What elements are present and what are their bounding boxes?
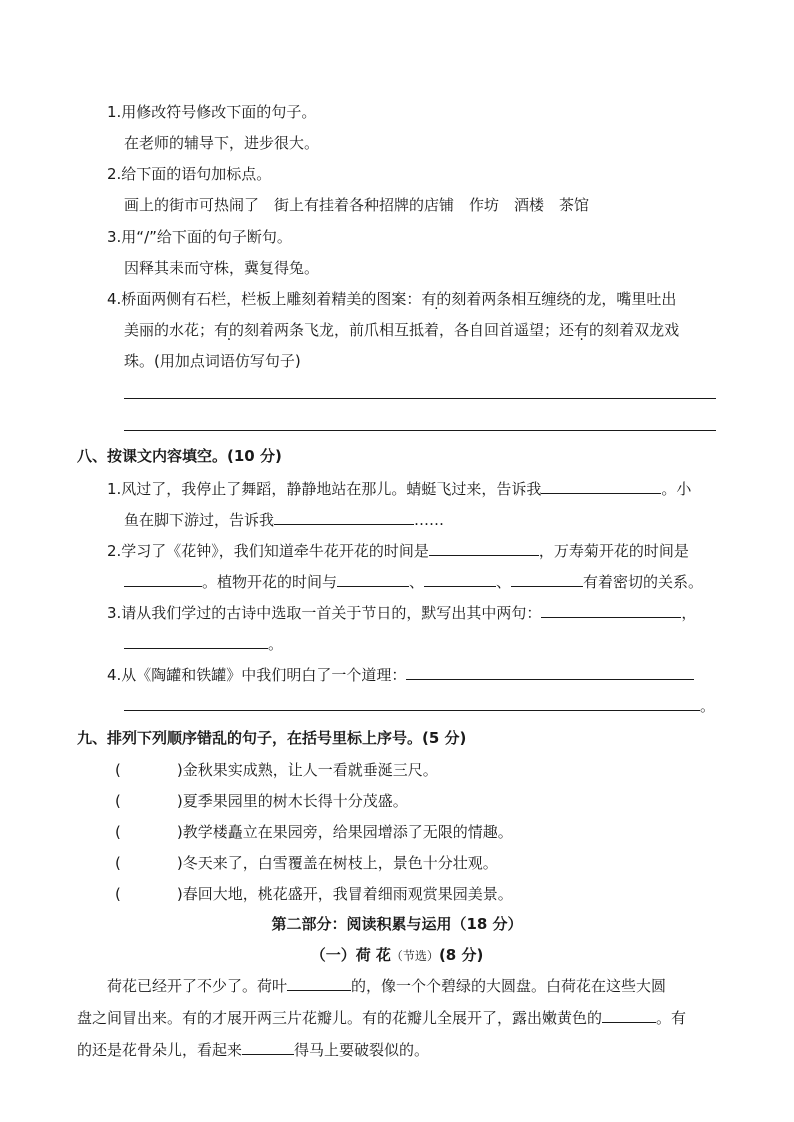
q8-2-line1 xyxy=(107,541,689,561)
q8-2-line2 xyxy=(124,572,703,592)
order-item-text: 金秋果实成熟，让人一看就垂涎三尺。 xyxy=(182,761,438,779)
q8-2-text-d: 有着密切的关系。 xyxy=(583,573,704,591)
answer-line[interactable] xyxy=(124,398,716,399)
q7-1-sentence: 在老师的辅导下，进步很大。 xyxy=(124,134,320,152)
paren-close: ) xyxy=(176,854,183,872)
q7-2-sentence: 画上的街市可热闹了 街上有挂着各种招牌的店铺 作坊 酒楼 茶馆 xyxy=(124,196,590,214)
passage-text: 的，像一个个碧绿的大圆盘。白荷花在这些大圆 xyxy=(351,977,667,995)
q8-2-text-c: 。植物开花的时间与 xyxy=(202,573,338,591)
passage-line-2 xyxy=(77,1008,686,1028)
paren-open: ( xyxy=(115,823,121,841)
reading-title: （一）荷 花 xyxy=(310,946,391,964)
dotted-word: 还有的 xyxy=(559,321,605,339)
order-item-text: 教学楼矗立在果园旁，给果园增添了无限的情趣。 xyxy=(182,823,513,841)
q8-1-text-d: …… xyxy=(414,511,445,529)
fill-blank[interactable] xyxy=(406,665,694,680)
part-2-title: 第二部分：阅读积累与运用（18 分） xyxy=(271,915,523,933)
fill-blank[interactable] xyxy=(124,696,700,711)
fill-blank[interactable] xyxy=(124,634,268,649)
q8-2-text-a: 2.学习了《花钟》，我们知道牵牛花开花的时间是 xyxy=(107,542,429,560)
q8-1-line1 xyxy=(107,479,691,499)
fill-blank[interactable] xyxy=(287,976,351,991)
paren-open: ( xyxy=(115,761,121,779)
q7-3-stem: 3.用“/”给下面的句子断句。 xyxy=(107,228,292,246)
q7-3-sentence: 因释其耒而守株，冀复得兔。 xyxy=(124,259,320,277)
paren-close: ) xyxy=(176,761,183,779)
q8-4-text-a: 4.从《陶罐和铁罐》中我们明白了一个道理： xyxy=(107,666,407,684)
q7-4-line1 xyxy=(107,289,676,309)
reading-subtitle xyxy=(0,945,794,966)
q7-4-text-e: 刻着双龙戏 xyxy=(604,321,680,339)
order-item-text: 夏季果园里的树木长得十分茂盛。 xyxy=(182,792,408,810)
section-9-heading: 九、排列下列顺序错乱的句子，在括号里标上序号。(5 分) xyxy=(77,729,467,747)
q8-3-line1 xyxy=(107,603,696,623)
dotted-word: 有的 xyxy=(421,290,452,308)
q8-3-line2 xyxy=(124,634,283,654)
q7-4-text-d: 刻着两条飞龙，前爪相互抵着，各自回首遥望； xyxy=(244,321,560,339)
q8-4-line2 xyxy=(124,696,715,716)
order-item-text: 冬天来了，白雪覆盖在树枝上，景色十分壮观。 xyxy=(182,854,498,872)
q7-1-stem: 1.用修改符号修改下面的句子。 xyxy=(107,103,317,121)
paren-close: ) xyxy=(176,792,183,810)
paren-open: ( xyxy=(115,792,121,810)
fill-blank[interactable] xyxy=(429,541,539,556)
q8-1-line2 xyxy=(124,510,444,530)
order-item[interactable] xyxy=(115,884,513,904)
q8-3-text-a: 3.请从我们学过的古诗中选取一首关于节日的，默写出其中两句： xyxy=(107,604,542,622)
fill-blank[interactable] xyxy=(511,572,583,587)
q7-4-line3: 珠。(用加点词语仿写句子) xyxy=(124,352,301,370)
separator: 、 xyxy=(409,573,425,591)
order-item[interactable] xyxy=(115,853,498,873)
fill-blank[interactable] xyxy=(337,572,409,587)
answer-line[interactable] xyxy=(124,430,716,431)
passage-text: 得马上要破裂似的。 xyxy=(294,1041,430,1059)
paren-open: ( xyxy=(115,885,121,903)
q8-3-text-b: ， xyxy=(681,604,697,622)
passage-text: 盘之间冒出来。有的才展开两三片花瓣儿。有的花瓣儿全展开了，露出嫩黄色的 xyxy=(77,1009,603,1027)
fill-blank[interactable] xyxy=(541,479,661,494)
order-item[interactable] xyxy=(115,791,408,811)
passage-text: 。有 xyxy=(656,1009,687,1027)
passage-text: 荷花已经开了不少了。荷叶 xyxy=(107,977,288,995)
q8-1-text-a: 1.风过了，我停止了舞蹈，静静地站在那儿。蜻蜓飞过来，告诉我 xyxy=(107,480,542,498)
q7-4-text-b: 刻着两条相互缠绕的龙，嘴里吐出 xyxy=(451,290,677,308)
order-item[interactable] xyxy=(115,822,513,842)
q8-4-text-b: 。 xyxy=(700,697,716,715)
passage-line-1 xyxy=(107,976,666,996)
fill-blank[interactable] xyxy=(274,510,414,525)
q7-4-text-c: 美丽的水花； xyxy=(124,321,215,339)
fill-blank[interactable] xyxy=(424,572,496,587)
q7-4-text-a: 4.桥面两侧有石栏，栏板上雕刻着精美的图案： xyxy=(107,290,422,308)
paren-close: ) xyxy=(176,885,183,903)
q8-1-text-c: 鱼在脚下游过，告诉我 xyxy=(124,511,275,529)
passage-line-3 xyxy=(77,1040,429,1060)
section-8-heading: 八、按课文内容填空。(10 分) xyxy=(77,447,282,465)
reading-score: (8 分) xyxy=(438,946,484,964)
fill-blank[interactable] xyxy=(124,572,202,587)
q8-2-text-b: ，万寿菊开花的时间是 xyxy=(538,542,689,560)
q8-1-text-b: 。小 xyxy=(661,480,692,498)
passage-text: 的还是花骨朵儿，看起来 xyxy=(77,1041,243,1059)
order-item-text: 春回大地，桃花盛开，我冒着细雨观赏果园美景。 xyxy=(182,885,513,903)
q8-3-text-c: 。 xyxy=(268,635,284,653)
fill-blank[interactable] xyxy=(602,1008,656,1023)
q7-2-stem: 2.给下面的语句加标点。 xyxy=(107,165,272,183)
dotted-word: 有的 xyxy=(214,321,245,339)
order-item[interactable] xyxy=(115,760,438,780)
paren-open: ( xyxy=(115,854,121,872)
fill-blank[interactable] xyxy=(242,1040,294,1055)
q8-4-line1 xyxy=(107,665,694,685)
separator: 、 xyxy=(496,573,512,591)
excerpt-note: （节选） xyxy=(390,949,439,963)
paren-close: ) xyxy=(176,823,183,841)
fill-blank[interactable] xyxy=(541,603,681,618)
q7-4-line2 xyxy=(124,320,679,340)
